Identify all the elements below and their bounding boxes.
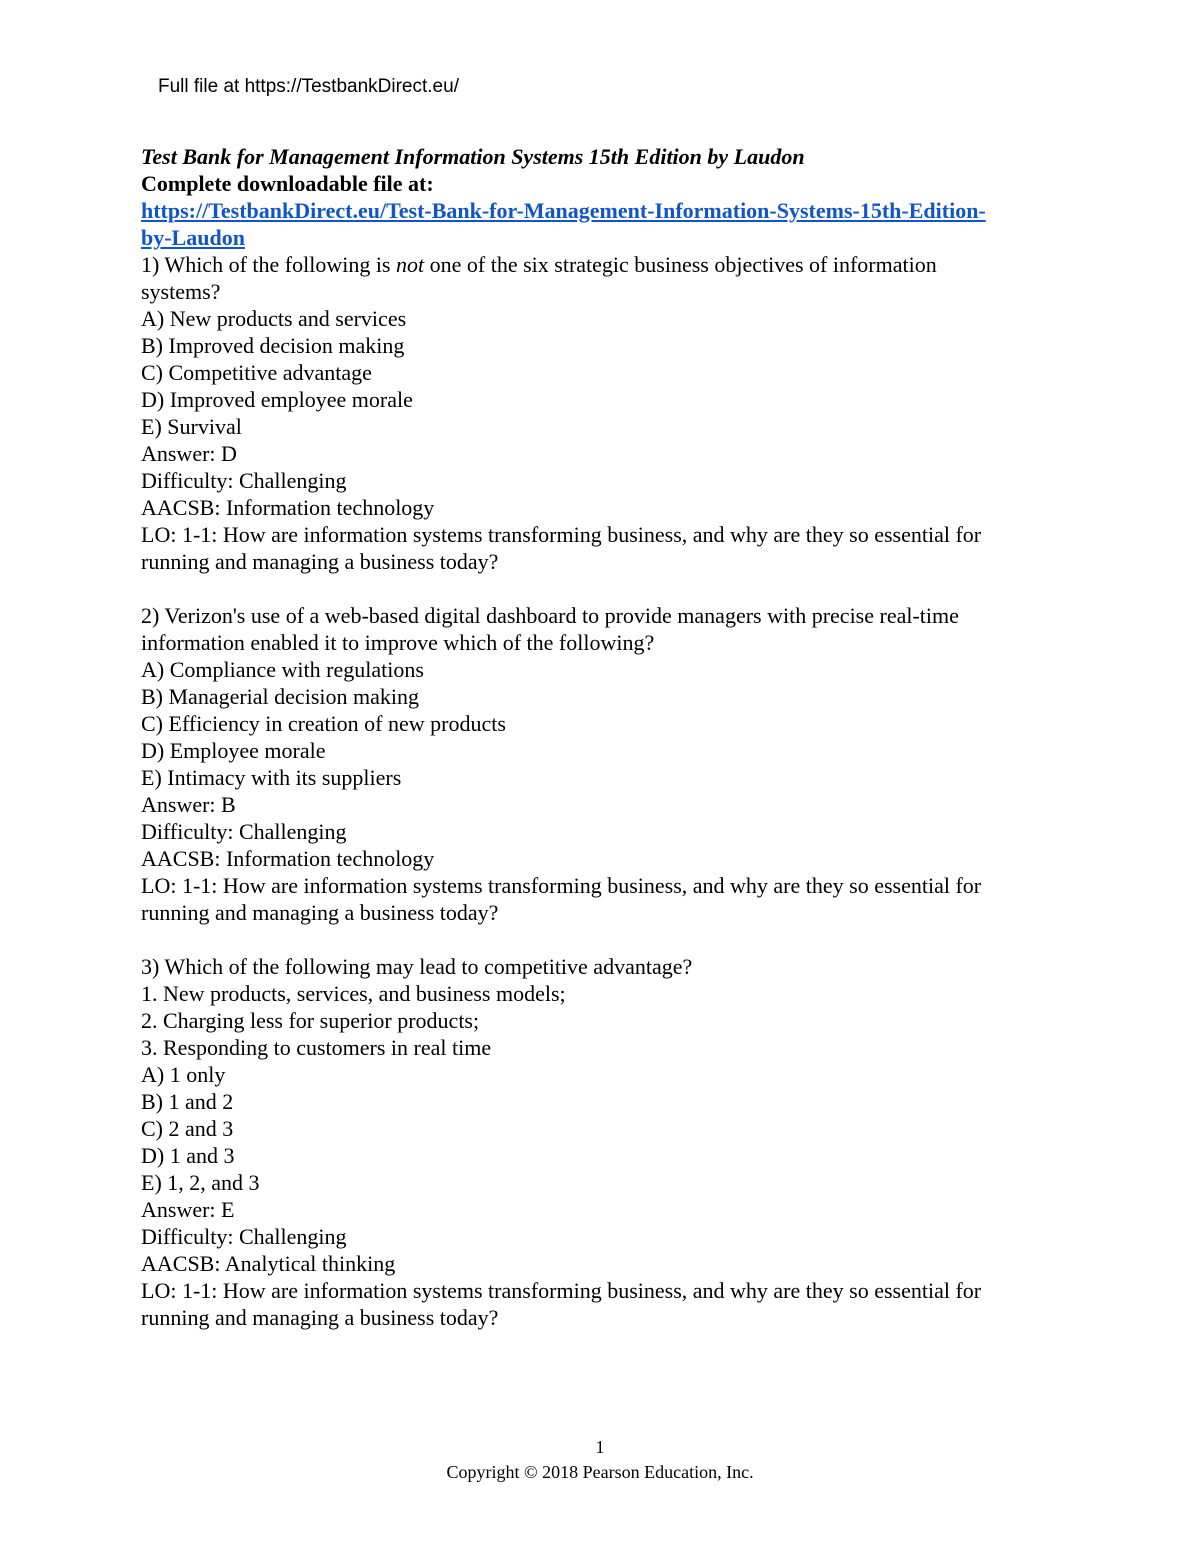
question-1-stem-pre: 1) Which of the following is — [141, 252, 396, 277]
question-3-option-a: A) 1 only — [141, 1062, 226, 1087]
question-1-answer: Answer: D — [141, 441, 237, 466]
question-1-option-d: D) Improved employee morale — [141, 387, 413, 412]
question-2-lo-line-1: LO: 1-1: How are information systems transforming business, and why are they so essential for — [141, 873, 982, 898]
question-1-difficulty: Difficulty: Challenging — [141, 468, 347, 493]
question-2-difficulty: Difficulty: Challenging — [141, 819, 347, 844]
question-1-option-b: B) Improved decision making — [141, 333, 405, 358]
copyright-notice: Copyright © 2018 Pearson Education, Inc. — [446, 1462, 754, 1482]
page-number: 1 — [595, 1437, 605, 1457]
header-note: Full file at https://TestbankDirect.eu/ — [158, 76, 459, 97]
question-2-stem-line-1: 2) Verizon's use of a web-based digital dashboard to provide managers with precise real-time — [141, 603, 959, 628]
question-3-stem-line-1: 3) Which of the following may lead to competitive advantage? — [141, 954, 693, 979]
question-1-stem-emphasis: not — [396, 252, 425, 277]
question-2 — [141, 602, 1061, 926]
question-1 — [141, 251, 1061, 575]
question-3-aacsb: AACSB: Analytical thinking — [141, 1251, 396, 1276]
question-2-answer: Answer: B — [141, 792, 236, 817]
download-link-line-1[interactable]: https://TestbankDirect.eu/Test-Bank-for-Management-Information-Systems-15th-Edition- — [141, 198, 986, 223]
question-3-difficulty: Difficulty: Challenging — [141, 1224, 347, 1249]
question-2-aacsb: AACSB: Information technology — [141, 846, 435, 871]
document-title: Test Bank for Management Information Systems 15th Edition by Laudon — [141, 144, 805, 169]
question-3-option-d: D) 1 and 3 — [141, 1143, 235, 1168]
question-2-option-e: E) Intimacy with its suppliers — [141, 765, 402, 790]
question-2-stem-line-2: information enabled it to improve which of the following? — [141, 630, 655, 655]
question-1-stem-line-2: systems? — [141, 279, 221, 304]
document-body — [141, 143, 1061, 1331]
question-3-option-c: C) 2 and 3 — [141, 1116, 234, 1141]
download-link-line-2[interactable]: by-Laudon — [141, 225, 245, 250]
question-2-option-d: D) Employee morale — [141, 738, 326, 763]
question-3-item-3: 3. Responding to customers in real time — [141, 1035, 492, 1060]
question-3-item-2: 2. Charging less for superior products; — [141, 1008, 480, 1033]
question-1-aacsb: AACSB: Information technology — [141, 495, 435, 520]
question-2-option-b: B) Managerial decision making — [141, 684, 419, 709]
section-spacer — [141, 926, 1061, 953]
question-1-stem — [141, 251, 1061, 278]
section-spacer — [141, 575, 1061, 602]
question-3-lo-line-2: running and managing a business today? — [141, 1305, 499, 1330]
question-3-lo-line-1: LO: 1-1: How are information systems transforming business, and why are they so essential for — [141, 1278, 982, 1303]
question-3-answer: Answer: E — [141, 1197, 235, 1222]
question-1-lo-line-2: running and managing a business today? — [141, 549, 499, 574]
question-1-option-a: A) New products and services — [141, 306, 407, 331]
question-1-option-c: C) Competitive advantage — [141, 360, 372, 385]
question-1-option-e: E) Survival — [141, 414, 242, 439]
question-2-option-c: C) Efficiency in creation of new products — [141, 711, 506, 736]
question-1-lo-line-1: LO: 1-1: How are information systems transforming business, and why are they so essential for — [141, 522, 982, 547]
question-2-lo-line-2: running and managing a business today? — [141, 900, 499, 925]
question-2-option-a: A) Compliance with regulations — [141, 657, 424, 682]
question-3-option-b: B) 1 and 2 — [141, 1089, 234, 1114]
question-3-option-e: E) 1, 2, and 3 — [141, 1170, 260, 1195]
question-3 — [141, 953, 1061, 1331]
question-1-stem-post: one of the six strategic business objectives of information — [424, 252, 937, 277]
document-subtitle: Complete downloadable file at: — [141, 171, 434, 196]
question-3-item-1: 1. New products, services, and business models; — [141, 981, 566, 1006]
